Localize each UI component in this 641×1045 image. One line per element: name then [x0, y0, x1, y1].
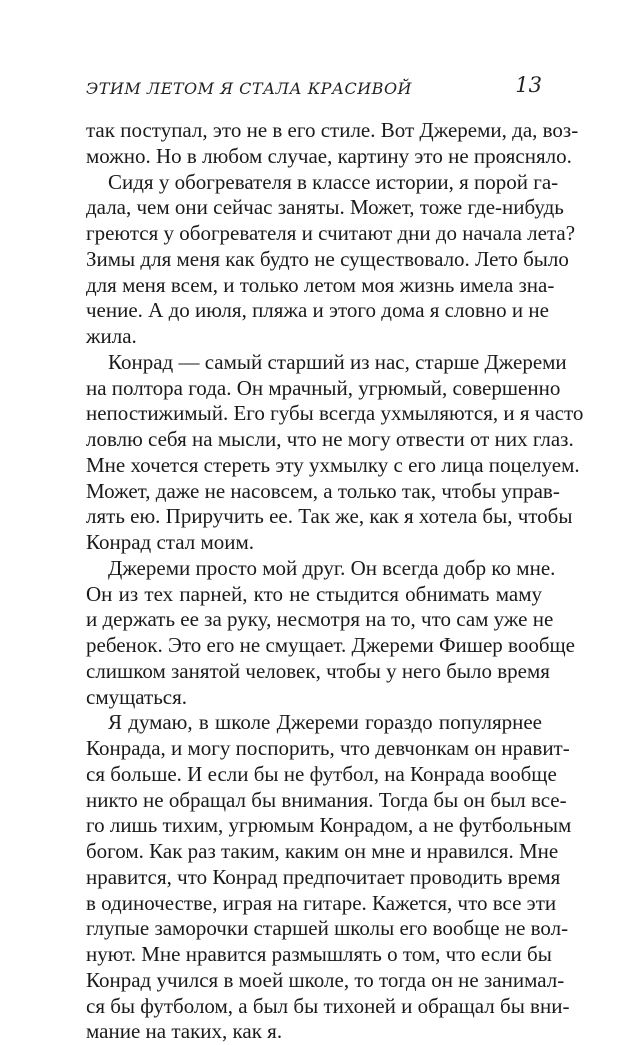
text-line: лять ею. Приручить ее. Так же, как я хотела бы, чтобы [86, 504, 573, 529]
text-line: Конрад — самый старший из нас, старше Джереми [108, 349, 567, 374]
text-line: нравится, что Конрад предпочитает проводить время [86, 864, 561, 889]
text-line: в одиночестве, играя на гитаре. Кажется, что все эти [86, 890, 557, 915]
text-line: Я думаю, в школе Джереми гораздо популярнее [108, 710, 542, 735]
text-line: Он из тех парней, кто не стыдится обнимать маму [86, 581, 542, 606]
text-line: дала, чем они сейчас заняты. Может, тоже где-нибудь [86, 195, 564, 220]
text-line: ловлю себя на мысли, что не могу отвести от них глаз. [86, 427, 574, 451]
running-head [86, 73, 542, 113]
text-line: жила. [86, 324, 137, 348]
text-line: ребенок. Это его не смущает. Джереми Фишер вообще [86, 633, 575, 657]
text-line: ся бы футболом, а был бы тихоней и обращал бы вни- [86, 993, 570, 1018]
text-line: мание на таких, как я. [86, 1019, 283, 1044]
text-line: чение. А до июля, пляжа и этого дома я словно и не [86, 298, 549, 323]
text-line: на полтора года. Он мрачный, угрюмый, совершенно [86, 375, 561, 400]
text-line: богом. Как раз таким, каким он мне и нравился. Мне [86, 839, 559, 863]
text-line: Сидя у обогревателя в классе истории, я порой га- [108, 169, 559, 194]
text-line: Конрад стал моим. [86, 530, 255, 554]
body-text [86, 118, 584, 1045]
page-number: 13 [515, 73, 542, 97]
text-line: так поступал, это не в его стиле. Вот Джереми, да, воз- [86, 118, 579, 142]
text-line: Мне хочется стереть эту ухмылку с его лица поцелуем. [86, 452, 580, 477]
text-line: нуют. Мне нравится размышлять о том, что если бы [86, 942, 552, 966]
text-line: глупые заморочки старшей школы его вообще не вол- [86, 916, 569, 941]
text-line: слишком занятой человек, чтобы у него было время [86, 658, 550, 683]
text-line: Может, даже не насовсем, а только так, чтобы управ- [86, 478, 560, 503]
text-line: можно. Но в любом случае, картину это не проясняло. [86, 143, 572, 168]
text-line: смущаться. [86, 684, 188, 709]
text-line: и держать ее за руку, несмотря на то, что сам уже не [86, 607, 554, 632]
text-line: Джереми просто мой друг. Он всегда добр ко мне. [108, 555, 556, 580]
text-line: для меня всем, и только летом моя жизнь имела зна- [86, 272, 555, 297]
text-line: Зимы для меня как будто не существовало. Лето было [86, 246, 569, 271]
text-line: ся больше. И если бы не футбол, на Конрада вообще [86, 761, 557, 786]
text-line: Конрад учился в моей школе, то тогда он не занимал- [86, 967, 565, 992]
text-line: греются у обогревателя и считают дни до начала лета? [86, 221, 576, 245]
text-line: Конрада, и могу поспорить, что девчонкам он нравит- [86, 736, 570, 760]
text-line: непостижимый. Его губы всегда ухмыляются, и я часто [86, 401, 584, 426]
text-line: никто не обращал бы внимания. Тогда бы он был все- [86, 787, 567, 812]
running-title: ЭТИМ ЛЕТОМ Я СТАЛА КРАСИВОЙ [86, 79, 413, 98]
text-line: го лишь тихим, угрюмым Конрадом, а не футбольным [86, 813, 572, 838]
